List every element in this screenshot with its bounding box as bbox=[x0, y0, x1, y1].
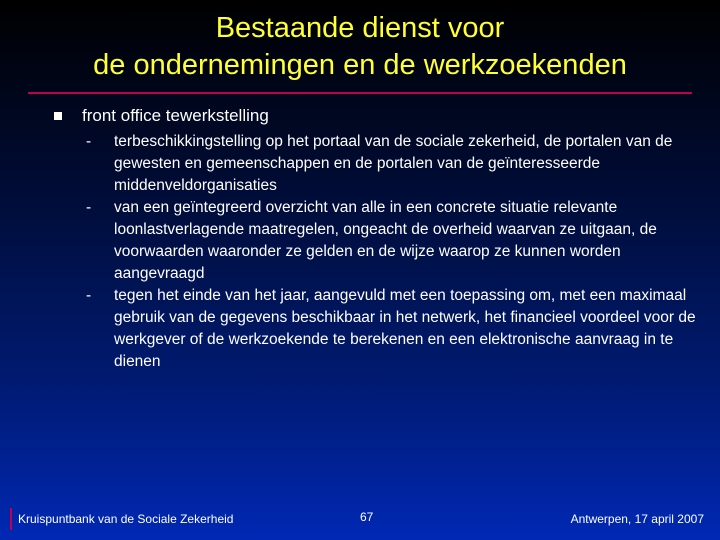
main-bullet-text: front office tewerkstelling bbox=[82, 106, 269, 125]
page-number: 67 bbox=[360, 510, 374, 524]
footer-place-date: Antwerpen, 17 april 2007 bbox=[570, 512, 704, 526]
footer-organization: Kruispuntbank van de Sociale Zekerheid bbox=[18, 512, 234, 526]
square-bullet-icon bbox=[54, 112, 62, 120]
sub-bullet-text: van een geïntegreerd overzicht van alle in een concrete situatie relevante loonlastverlagende maatregelen, ongeacht de overheid waarvan ze uitgaan, de voorwaarden waaronder ze gelden en de wijze waarop ze kunnen worden aangevraagd bbox=[114, 199, 657, 282]
sub-bullet-item bbox=[86, 285, 700, 373]
sub-bullet-list bbox=[86, 131, 700, 373]
slide-title-line-2: de ondernemingen en de werkzoekenden bbox=[93, 49, 627, 81]
slide-title-line-1: Bestaande dienst voor bbox=[215, 12, 505, 44]
sub-bullet-item bbox=[86, 197, 700, 285]
slide-title bbox=[0, 10, 720, 84]
sub-bullet-item bbox=[86, 131, 700, 197]
title-divider bbox=[28, 92, 692, 94]
sub-bullet-text: tegen het einde van het jaar, aangevuld met een toepassing om, met een maximaal gebruik van de gegevens beschikbaar in het netwerk, het financieel voordeel voor de werkgever of de werkzoekende te berekenen en een elektronische aanvraag in te dienen bbox=[114, 287, 696, 370]
sub-bullet-text: terbeschikkingstelling op het portaal van de sociale zekerheid, de portalen van de gewesten en gemeenschappen en de portalen van de geïnteresseerde middenveldorganisaties bbox=[114, 133, 673, 194]
dash-bullet-icon: - bbox=[86, 133, 92, 150]
dash-bullet-icon: - bbox=[86, 199, 92, 216]
dash-bullet-icon: - bbox=[86, 287, 92, 304]
footer-accent-bar bbox=[10, 508, 12, 530]
